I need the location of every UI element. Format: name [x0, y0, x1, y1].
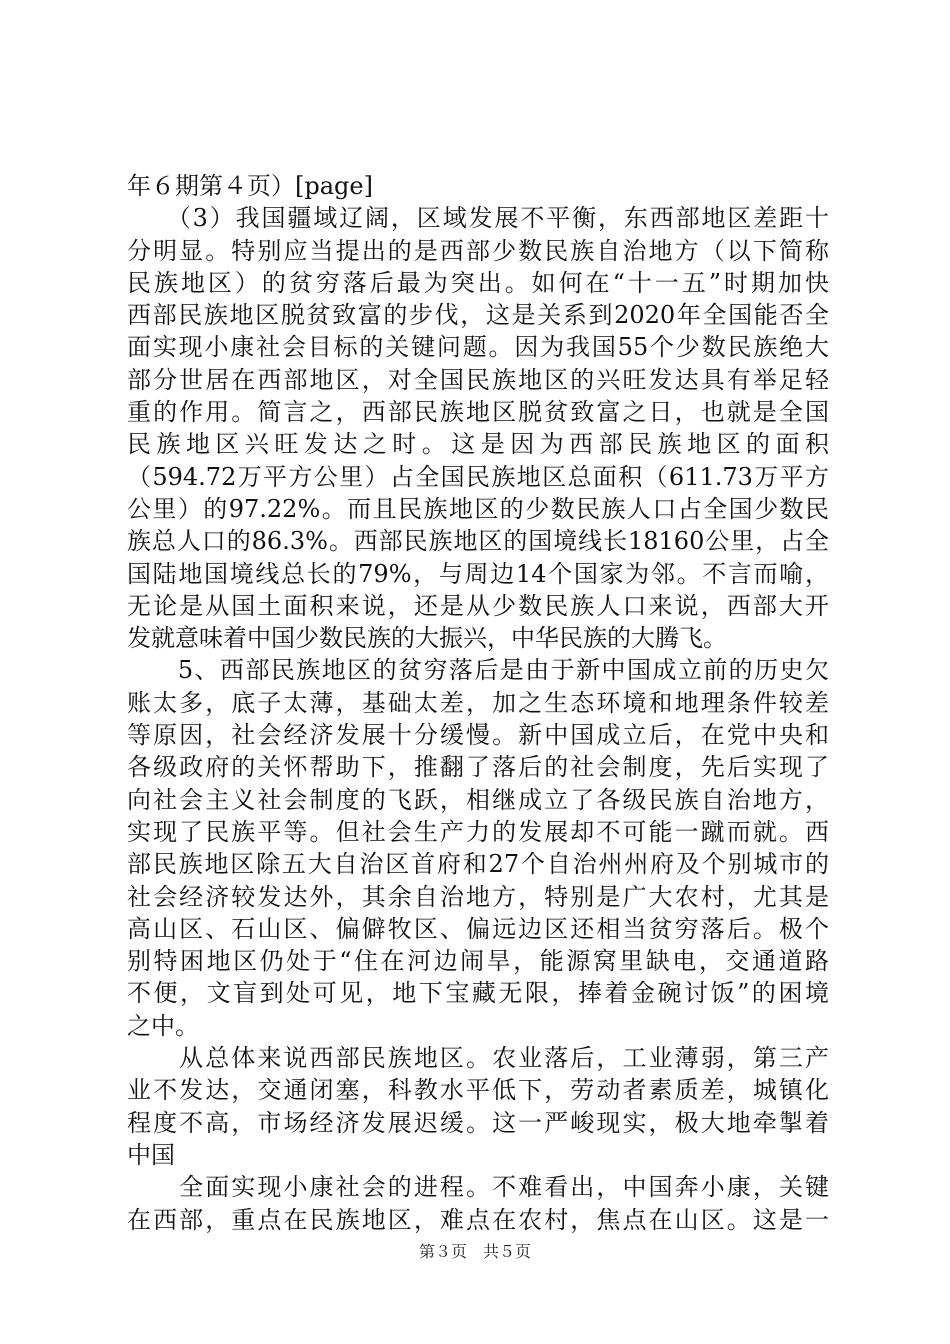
text-line: 从总体来说西部民族地区。农业落后，工业薄弱，第三产 [127, 1044, 829, 1073]
text-line: 部分世居在西部地区，对全国民族地区的兴旺发达具有举足轻 [127, 365, 829, 394]
text-line: 重的作用。简言之，西部民族地区脱贫致富之日，也就是全国 [127, 398, 829, 427]
text-line: （594.72万平方公里）占全国民族地区总面积（611.73万平方 [127, 462, 829, 491]
text-line: 西部民族地区脱贫致富的步伐，这是关系到2020年全国能否全 [127, 301, 829, 330]
text-line: （3）我国疆域辽阔，区域发展不平衡，东西部地区差距十 [127, 204, 829, 233]
text-line: 国陆地国境线总长的79%，与周边14个国家为邻。不言而喻， [127, 559, 829, 588]
text-line: 部民族地区除五大自治区首府和27个自治州州府及个别城市的 [127, 850, 829, 879]
text-line: 程度不高，市场经济发展迟缓。这一严峻现实，极大地牵掣着 [127, 1108, 829, 1137]
text-line: 年６期第４页）[page] [127, 172, 373, 200]
text-line: 民族地区兴旺发达之时。这是因为西部民族地区的面积 [127, 430, 829, 459]
text-line: 5、西部民族地区的贫穷落后是由于新中国成立前的历史欠 [127, 656, 829, 685]
text-line: 业不发达，交通闭塞，科教水平低下，劳动者素质差，城镇化 [127, 1076, 829, 1105]
text-line: 各级政府的关怀帮助下，推翻了落后的社会制度，先后实现了 [127, 753, 829, 782]
text-line: 全面实现小康社会的进程。不难看出，中国奔小康，关键 [127, 1173, 829, 1202]
text-line: 面实现小康社会目标的关键问题。因为我国55个少数民族绝大 [127, 333, 829, 362]
text-line: 无论是从国土面积来说，还是从少数民族人口来说，西部大开 [127, 591, 829, 620]
text-line: 社会经济较发达外，其余自治地方，特别是广大农村，尤其是 [127, 882, 829, 911]
text-line: 民族地区）的贫穷落后最为突出。如何在“十一五”时期加快 [127, 268, 829, 297]
text-line: 等原因，社会经济发展十分缓慢。新中国成立后，在党中央和 [127, 721, 829, 750]
text-line: 实现了民族平等。但社会生产力的发展却不可能一蹴而就。西 [127, 817, 829, 846]
text-line: 账太多，底子太薄，基础太差，加之生态环境和地理条件较差 [127, 688, 829, 717]
document-body [127, 170, 829, 1236]
text-line: 在西部，重点在民族地区，难点在农村，焦点在山区。这是一 [127, 1205, 829, 1234]
text-line: 高山区、石山区、偏僻牧区、偏远边区还相当贫穷落后。极个 [127, 914, 829, 943]
text-line: 中国 [127, 1140, 175, 1169]
text-line: 发就意味着中国少数民族的大振兴，中华民族的大腾飞。 [127, 624, 727, 653]
text-line: 别特困地区仍处于“住在河边闹旱，能源窝里缺电，交通道路 [127, 947, 829, 976]
text-line: 族总人口的86.3%。西部民族地区的国境线长18160公里，占全 [127, 527, 829, 556]
text-line: 公里）的97.22%。而且民族地区的少数民族人口占全国少数民 [127, 494, 829, 523]
text-line: 向社会主义社会制度的飞跃，相继成立了各级民族自治地方， [127, 785, 829, 814]
text-line: 之中。 [127, 1011, 199, 1040]
text-line: 分明显。特别应当提出的是西部少数民族自治地方（以下简称 [127, 236, 829, 265]
page-footer: 第３页 共５页 [418, 1242, 531, 1261]
text-line: 不便，文盲到处可见，地下宝藏无限，捧着金碗讨饭”的困境 [127, 979, 829, 1008]
